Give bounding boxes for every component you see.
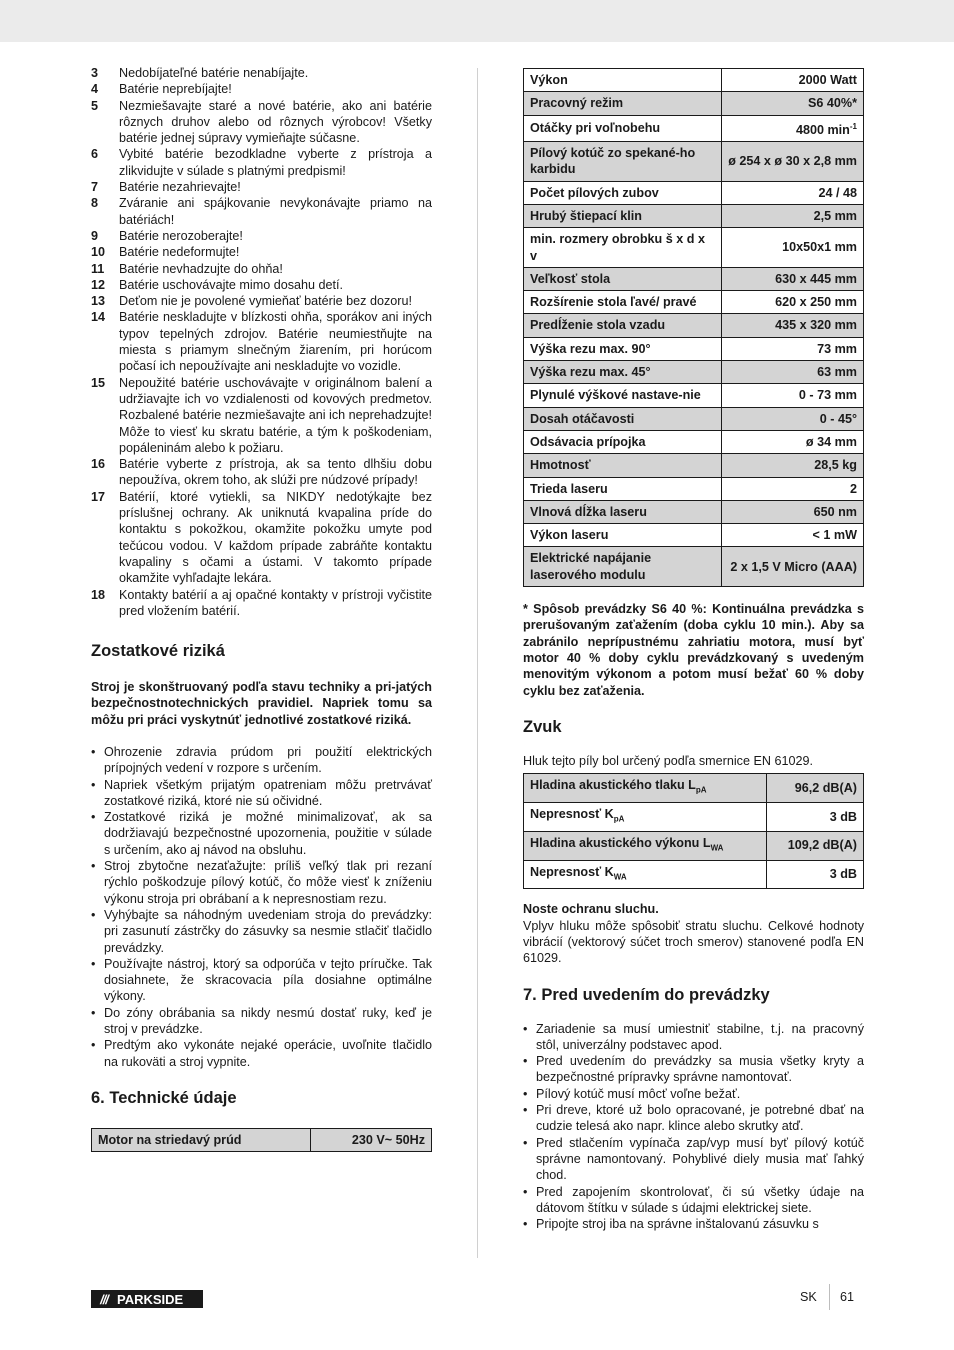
table-row bbox=[524, 500, 864, 523]
item-text: Batérie nerozoberajte! bbox=[119, 228, 243, 243]
table-row bbox=[524, 204, 864, 227]
spec-value bbox=[722, 92, 864, 115]
table-row bbox=[524, 547, 864, 587]
item-number: 10 bbox=[91, 245, 106, 260]
sound-label-subscript: pA bbox=[613, 814, 625, 824]
sound-label-subscript: WA bbox=[710, 843, 724, 853]
item-text: Batérie uschovávajte mimo dosahu detí. bbox=[119, 277, 344, 292]
item-text: Batérie vyberte z prístroja, ak sa tento dlhšiu dobu nepoužíva, okrem toho, ak slúži pre núdzové prípady! bbox=[119, 457, 432, 488]
startup-list bbox=[523, 1021, 864, 1233]
spec-label: Pílový kotúč zo spekané-ho karbidu bbox=[524, 142, 722, 182]
list-item bbox=[523, 1216, 864, 1232]
table-row bbox=[524, 314, 864, 337]
item-text: Stroj zbytočne nezaťažujte: príliš veľký tlak pri rezaní rýchlo poškodzuje pílový kotúč, čo môže viesť k zníženiu výkonu stroja pri obrábaní a k nepresnostiam rezu. bbox=[104, 859, 432, 906]
sound-value: 3 dB bbox=[767, 802, 864, 831]
spec-label: Hrubý štiepací klin bbox=[524, 204, 722, 227]
spec-value-text: 4800 min bbox=[795, 122, 850, 137]
table-row bbox=[524, 407, 864, 430]
item-text: Nedobíjateľné batérie nenabíjajte. bbox=[119, 66, 309, 80]
list-item bbox=[91, 956, 432, 1005]
motor-table bbox=[91, 1128, 432, 1152]
spec-label: Pracovný režim bbox=[524, 92, 722, 115]
list-item bbox=[91, 587, 432, 620]
sound-label-text: Nepresnosť K bbox=[530, 864, 614, 879]
list-item bbox=[91, 456, 432, 489]
list-item bbox=[91, 98, 432, 147]
spec-value bbox=[722, 361, 864, 384]
list-item bbox=[523, 1021, 864, 1054]
spec-value-text: < 1 mW bbox=[812, 528, 857, 543]
item-text: Zostatkové riziká je možné minimalizovať, ak sa dodržiavajú bezpečnostné upozornenia, použitie v súlade s určením, ako aj návod na obsluhu. bbox=[104, 810, 432, 857]
item-number: 13 bbox=[91, 294, 106, 309]
spec-value-text: 63 mm bbox=[817, 365, 857, 380]
item-text: Pred uvedením do prevádzky sa musia všetky kryty a bezpečnostné prípravky správne namontovať. bbox=[536, 1054, 864, 1085]
table-row bbox=[524, 181, 864, 204]
list-item bbox=[523, 1053, 864, 1086]
item-text: Nepoužité batérie uschovávajte v originálnom balení a udržiavajte ich vo vzdialenosti od kovových predmetov. Rozbalené batérie nezmiešavajte ani ich neprehadzujte! Môže to viesť ku skratu batérie, a tým k poškodeniam, popáleninám alebo k požiaru. bbox=[119, 375, 432, 455]
bullet: • bbox=[91, 859, 96, 874]
item-text: Zariadenie sa musí umiestniť stabilne, t.j. na pracovný stôl, univerzálny podstavec apod. bbox=[536, 1021, 864, 1052]
sound-label-subscript: WA bbox=[613, 872, 627, 882]
sound-label-text: Hladina akustického výkonu L bbox=[530, 835, 711, 850]
residual-risks-list bbox=[91, 744, 432, 1070]
spec-value bbox=[722, 204, 864, 227]
sound-value: 3 dB bbox=[767, 860, 864, 889]
operating-mode-footnote: * Spôsob prevádzky S6 40 %: Kontinuálna prevádzka s prerušovaným zaťažením (doba cyklu 10 min.). Aby sa zabránilo neprípustnému zahriatiu motora, musí byť motor 40 % doby cyklu prevádzkovaný s uvedeným menovitým výkonom a potom musí bežať 60 % doby cyklu bez zaťaženia. bbox=[523, 602, 864, 698]
item-text: Batérie nezahrievajte! bbox=[119, 180, 241, 195]
sound-label bbox=[524, 774, 767, 803]
bullet: • bbox=[523, 1135, 528, 1150]
sound-heading: Zvuk bbox=[523, 717, 562, 736]
spec-label: Výška rezu max. 45° bbox=[524, 361, 722, 384]
footer-divider bbox=[829, 1284, 830, 1310]
spec-label: Predĺženie stola vzadu bbox=[524, 314, 722, 337]
item-number: 8 bbox=[91, 196, 99, 211]
spec-value-text: 10x50x1 mm bbox=[782, 240, 857, 255]
item-text: Deťom nie je povolené vymieňať batérie bez dozoru! bbox=[119, 294, 412, 309]
startup-heading: 7. Pred uvedením do prevádzky bbox=[523, 985, 770, 1004]
sound-value: 96,2 dB(A) bbox=[767, 774, 864, 803]
spec-label: Trieda laseru bbox=[524, 477, 722, 500]
table-row bbox=[524, 92, 864, 115]
spec-value bbox=[722, 291, 864, 314]
item-text: Ohrozenie zdravia prúdom pri použití elektrických prípojných vedení v rozpore s určením. bbox=[104, 744, 432, 776]
spec-value bbox=[722, 477, 864, 500]
spec-value-text: 2 bbox=[849, 481, 857, 496]
item-text: Pílový kotúč musí môcť voľne bežať. bbox=[536, 1086, 741, 1101]
spec-value bbox=[722, 314, 864, 337]
hearing-protection-title: Noste ochranu sluchu. bbox=[523, 902, 659, 917]
spec-label: Počet pílových zubov bbox=[524, 181, 722, 204]
list-item bbox=[91, 1005, 432, 1038]
list-item bbox=[91, 858, 432, 907]
item-number: 16 bbox=[91, 457, 106, 472]
spec-label: Hmotnosť bbox=[524, 454, 722, 477]
spec-value-text: S6 40%* bbox=[807, 96, 857, 111]
spec-value bbox=[722, 500, 864, 523]
spec-value-text: 435 x 320 mm bbox=[775, 318, 857, 333]
spec-value-text: 620 x 250 mm bbox=[775, 295, 857, 310]
spec-label: Otáčky pri voľnobehu bbox=[524, 115, 722, 141]
spec-value-text: 630 x 445 mm bbox=[775, 271, 857, 286]
list-item bbox=[91, 907, 432, 956]
bullet: • bbox=[91, 907, 96, 922]
sound-label-text: Nepresnosť K bbox=[530, 806, 614, 821]
table-row bbox=[524, 860, 864, 889]
table-row bbox=[524, 291, 864, 314]
bullet: • bbox=[523, 1103, 528, 1118]
bullet: • bbox=[523, 1054, 528, 1069]
list-item bbox=[91, 277, 432, 293]
list-item bbox=[91, 309, 432, 374]
item-number: 11 bbox=[91, 261, 105, 276]
table-row bbox=[524, 115, 864, 141]
table-row bbox=[524, 454, 864, 477]
item-number: 17 bbox=[91, 489, 106, 504]
spec-value-text: 650 nm bbox=[813, 504, 857, 519]
spec-value bbox=[722, 547, 864, 587]
item-text: Do zóny obrábania sa nikdy nesmú dostať ruky, keď je stroj v prevádzke. bbox=[104, 1005, 432, 1037]
spec-value bbox=[722, 430, 864, 453]
list-item bbox=[91, 146, 432, 179]
table-row bbox=[524, 802, 864, 831]
list-item bbox=[91, 1037, 432, 1070]
spec-value-text: 2000 Watt bbox=[798, 73, 857, 87]
item-text: Vyhýbajte sa náhodným uvedeniam stroja do prevádzky: pri zasunutí zástrčky do zásuvky sa nesmie stlačiť tlačidlo prevádzky. bbox=[104, 907, 432, 955]
item-text: Batérie neprebíjajte! bbox=[119, 82, 232, 97]
bullet: • bbox=[91, 744, 96, 759]
spec-value bbox=[722, 267, 864, 290]
logo-stripes: /// bbox=[100, 1291, 108, 1307]
table-row bbox=[524, 384, 864, 407]
spec-label: Dosah otáčavosti bbox=[524, 407, 722, 430]
item-number: 9 bbox=[91, 228, 99, 243]
list-item bbox=[523, 1102, 864, 1135]
list-item bbox=[523, 1184, 864, 1217]
spec-value bbox=[722, 384, 864, 407]
list-item bbox=[91, 261, 432, 277]
left-column bbox=[91, 65, 432, 1152]
right-column bbox=[523, 68, 864, 1232]
spec-value-text: 0 - 73 mm bbox=[798, 388, 857, 403]
item-number: 3 bbox=[91, 66, 99, 80]
table-row bbox=[524, 267, 864, 290]
spec-value-text: 0 - 45° bbox=[819, 411, 857, 426]
residual-risks-heading: Zostatkové riziká bbox=[91, 642, 225, 661]
battery-safety-list bbox=[91, 65, 432, 619]
sound-table bbox=[523, 773, 864, 889]
item-text: Používajte nástroj, ktorý sa odporúča v tejto príručke. Tak dosiahnete, že skracovacia píla dosiahne optimálne výkony. bbox=[104, 956, 432, 1004]
item-text: Vybité batérie bezodkladne vyberte z prístroja a zlikvidujte v súlade s platnými predpismi! bbox=[119, 147, 432, 178]
sound-label bbox=[524, 831, 767, 860]
spec-value bbox=[722, 454, 864, 477]
table-row bbox=[524, 524, 864, 547]
list-item bbox=[91, 489, 432, 587]
list-item bbox=[91, 744, 432, 777]
bullet: • bbox=[523, 1021, 528, 1036]
parkside-logo bbox=[91, 1290, 203, 1308]
item-number: 12 bbox=[91, 277, 106, 292]
item-text: Pred zapojením skontrolovať, či sú všetky údaje na dátovom štítku v súlade s údajmi elektrickej siete. bbox=[536, 1184, 864, 1215]
table-row bbox=[524, 69, 864, 92]
spec-value-text: 24 / 48 bbox=[818, 185, 857, 200]
list-item bbox=[91, 195, 432, 228]
logo-brand: PARKSIDE bbox=[117, 1291, 184, 1307]
table-row bbox=[524, 477, 864, 500]
spec-label: Veľkosť stola bbox=[524, 267, 722, 290]
spec-value bbox=[722, 115, 864, 141]
list-item bbox=[91, 81, 432, 97]
spec-label: Vlnová dĺžka laseru bbox=[524, 500, 722, 523]
spec-label: Elektrické napájanie laserového modulu bbox=[524, 547, 722, 587]
sound-label bbox=[524, 860, 767, 889]
sound-label-subscript: pA bbox=[695, 785, 707, 795]
list-item bbox=[91, 777, 432, 810]
spec-label: Rozšírenie stola ľavé/ pravé bbox=[524, 291, 722, 314]
spec-value-text: ø 254 x ø 30 x 2,8 mm bbox=[728, 154, 857, 169]
spec-label: Výkon laseru bbox=[524, 524, 722, 547]
sound-value: 109,2 dB(A) bbox=[767, 831, 864, 860]
spec-label: min. rozmery obrobku š x d x v bbox=[524, 228, 722, 268]
spec-label: Výkon bbox=[524, 69, 722, 92]
bullet: • bbox=[91, 1038, 96, 1053]
spec-value-text: 73 mm bbox=[817, 341, 857, 356]
item-text: Pred stlačením vypínača zap/vyp musí byť pílový kotúč správne namontovaný. Pohyblivé diely musia mať ľahký chod. bbox=[536, 1135, 864, 1183]
spec-value bbox=[722, 228, 864, 268]
spec-value bbox=[722, 69, 864, 92]
spec-value bbox=[722, 181, 864, 204]
item-number: 4 bbox=[91, 82, 99, 97]
spec-value-text: 2 x 1,5 V Micro (AAA) bbox=[730, 559, 857, 574]
list-item bbox=[523, 1135, 864, 1184]
item-text: Predtým ako vykonáte nejaké operácie, uvoľnite tlačidlo na rukoväti a stroj vypnite. bbox=[104, 1038, 432, 1069]
table-row bbox=[524, 228, 864, 268]
table-row bbox=[524, 142, 864, 182]
motor-value: 230 V~ 50Hz bbox=[311, 1128, 432, 1151]
list-item bbox=[91, 65, 432, 81]
bullet: • bbox=[523, 1184, 528, 1199]
page-number: 61 bbox=[840, 1290, 855, 1304]
item-number: 15 bbox=[91, 375, 106, 390]
hearing-protection-text: Vplyv hluku môže spôsobiť stratu sluchu. Celkové hodnoty vibrácií (vektorový súčet troch smerov) stanovené podľa EN 61029. bbox=[523, 918, 864, 966]
top-band bbox=[0, 0, 954, 42]
bullet: • bbox=[523, 1217, 528, 1232]
list-item bbox=[91, 244, 432, 260]
item-number: 7 bbox=[91, 180, 99, 195]
sound-label bbox=[524, 802, 767, 831]
item-text: Pri dreve, ktoré už bolo opracované, je potrebné dbať na cudzie telesá ako napr. klince alebo skrutky atď. bbox=[536, 1103, 864, 1134]
spec-value bbox=[722, 407, 864, 430]
language-code: SK bbox=[800, 1290, 817, 1304]
specifications-table bbox=[523, 68, 864, 587]
list-item bbox=[91, 179, 432, 195]
item-text: Batérií, ktoré vytiekli, sa NIKDY nedotýkajte bez príslušnej ochrany. Ak uniknutá kvapalina príde do kontaktu s pokožkou, okamžite pokožku umyte pod tečúcou vodou. V každom prípade zabráňte kontaktu kvapaliny s očami a ústami. V takomto prípade okamžite vyhľadajte lekára. bbox=[119, 489, 432, 586]
table-row bbox=[524, 430, 864, 453]
item-text: Batérie nedeformujte! bbox=[119, 245, 240, 260]
spec-value-text: 28,5 kg bbox=[814, 458, 857, 473]
item-text: Pripojte stroj iba na správne inštalovanú zásuvku s bbox=[536, 1217, 819, 1232]
item-number: 6 bbox=[91, 147, 99, 162]
bullet: • bbox=[91, 810, 96, 825]
bullet: • bbox=[91, 1005, 96, 1020]
bullet: • bbox=[91, 777, 96, 792]
table-row bbox=[524, 774, 864, 803]
bullet: • bbox=[91, 956, 96, 971]
spec-label: Výška rezu max. 90° bbox=[524, 337, 722, 360]
spec-value-text: 2,5 mm bbox=[813, 208, 857, 223]
spec-value bbox=[722, 524, 864, 547]
bullet: • bbox=[523, 1086, 528, 1101]
sound-intro: Hluk tejto píly bol určený podľa smernice EN 61029. bbox=[523, 753, 813, 768]
list-item bbox=[91, 293, 432, 309]
sound-label-text: Hladina akustického tlaku L bbox=[530, 778, 696, 793]
table-row bbox=[92, 1128, 432, 1151]
motor-label: Motor na striedavý prúd bbox=[92, 1128, 311, 1151]
list-item bbox=[91, 809, 432, 858]
spec-label: Odsávacia prípojka bbox=[524, 430, 722, 453]
technical-data-heading: 6. Technické údaje bbox=[91, 1088, 237, 1107]
item-number: 5 bbox=[91, 98, 99, 113]
table-row bbox=[524, 361, 864, 384]
table-row bbox=[524, 337, 864, 360]
item-text: Nezmiešavajte staré a nové batérie, ako ani batérie rôznych druhov alebo od rôznych výrobcov! Všetky batérie jednej súpravy vymieňajte súčasne. bbox=[119, 98, 432, 146]
item-text: Kontakty batérií a aj opačné kontakty v prístroji vyčistite pred vložením batérií. bbox=[119, 587, 432, 618]
list-item bbox=[91, 228, 432, 244]
spec-label: Plynulé výškové nastave-nie bbox=[524, 384, 722, 407]
item-text: Napriek všetkým prijatým opatreniam môžu pretrvávať zostatkové riziká, ktoré nie sú očividné. bbox=[104, 777, 432, 808]
item-text: Batérie neskladujte v blízkosti ohňa, sporákov ani iných typov tepelných zdrojov. Batérie neumiestňujte na miesta s priamym slnečným žiarením, pri horúcom počasí ich nepoužívajte ani neskladujte vo vozidle. bbox=[119, 310, 432, 374]
item-number: 14 bbox=[91, 310, 106, 325]
list-item bbox=[91, 375, 432, 456]
item-number: 18 bbox=[91, 587, 106, 602]
column-divider bbox=[477, 68, 478, 1258]
spec-value bbox=[722, 142, 864, 182]
residual-risks-intro: Stroj je skonštruovaný podľa stavu techniky a pri-jatých bezpečnostnotechnických pravidiel. Napriek tomu sa môžu pri práci vyskytnúť jednotlivé zostatkové riziká. bbox=[91, 680, 432, 727]
list-item bbox=[523, 1086, 864, 1102]
spec-value-exponent: -1 bbox=[849, 121, 857, 131]
item-text: Zváranie ani spájkovanie nevykonávajte priamo na batériách! bbox=[119, 196, 432, 227]
spec-value-text: ø 34 mm bbox=[805, 434, 857, 449]
item-text: Batérie nevhadzujte do ohňa! bbox=[119, 261, 283, 276]
spec-value bbox=[722, 337, 864, 360]
table-row bbox=[524, 831, 864, 860]
